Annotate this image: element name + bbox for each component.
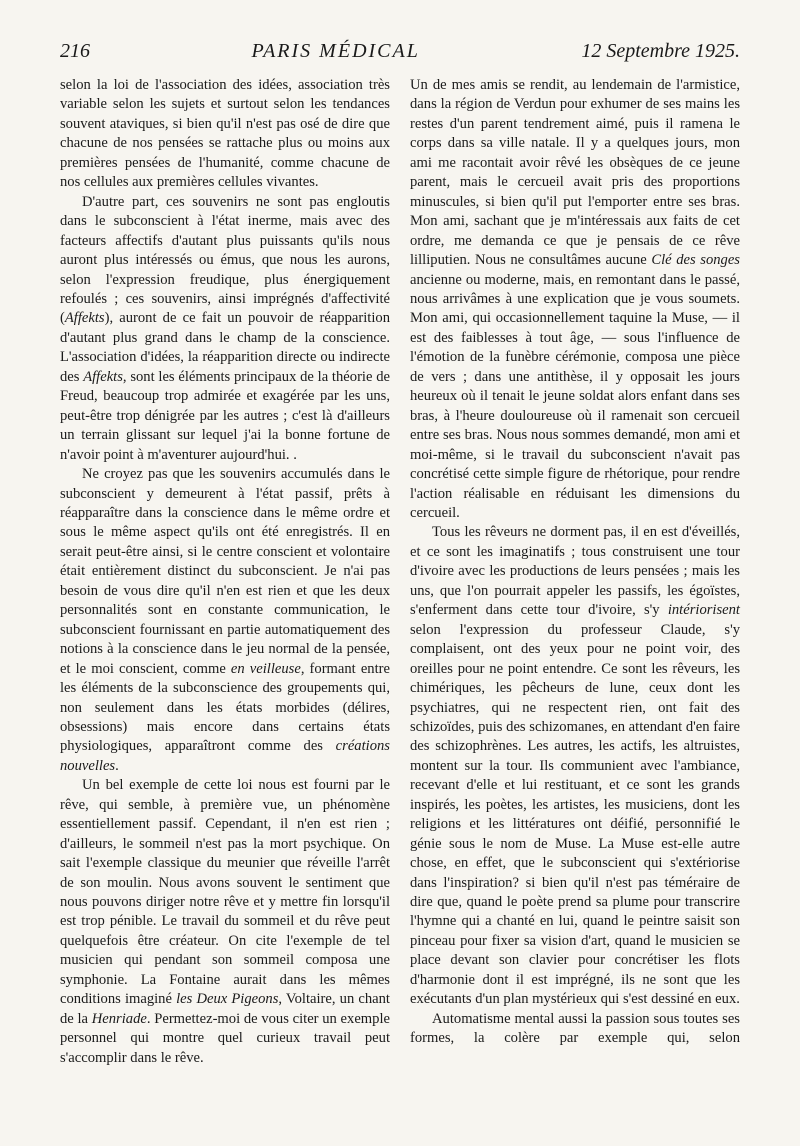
text-columns [60,76,740,1068]
journal-title: PARIS MÉDICAL [251,40,420,62]
paragraph: Ne croyez pas que les souvenirs accumulés dans le subconscient y demeurent à l'état passif, prêts à réapparaître dans la conscience dans le même ordre et sous le même aspect qu'ils ont été enregistrés. Il en serait peut-être ainsi, si le centre conscient et volontaire était entièrement distinct du subconscient. Je n'ai pas besoin de vous dire qu'il n'en est rien et que les deux personnalités sont en constante communication, le subconscient fournissant en partie automatiquement des notions à la conscience dans le jeu normal de la pensée, et le moi conscient, comme en veilleuse, formant entre les éléments de la subconscience des groupements qui, non seulement dans les états morbides (délires, obsessions) mais encore dans certains états physiologiques, apparaîtront comme des créations nouvelles. [60,466,390,774]
paragraph: D'autre part, ces souvenirs ne sont pas engloutis dans le subconscient à l'état inerme, mais avec des facteurs affectifs d'autant plus puissants qu'ils nous auront plus intéressés ou émus, que nous les aurons, selon l'expression freudique, plus énergiquement refoulés ; ces souvenirs, ainsi imprégnés d'affectivité (Affekts), auront de ce fait un pouvoir de réapparition d'autant plus grand dans le champ de la conscience. L'association d'idées, la réapparition directe ou indirecte des Affekts, sont les éléments principaux de la théorie de Freud, beaucoup trop admirée et exagérée par les uns, peut-être trop dénigrée par les autres ; c'est là d'ailleurs un terrain glissant sur lequel j'ai la bonne fortune de n'avoir point à m'aventurer aujourd'hui. . [60,193,390,463]
page-number: 216 [60,40,90,62]
paragraph: Tous les rêveurs ne dorment pas, il en est d'éveillés, et ce sont les imaginatifs ; tous construisent une tour d'ivoire avec les productions de leurs pensées ; mais les uns, que l'on pourrait appeler les passifs, les égoïstes, s'enferment dans cette tour d'ivoire, s'y intériorisent selon l'expression du professeur Claude, s'y complaisent, ont des yeux pour ne point voir, des oreilles pour ne point entendre. Ce sont les rêveurs, les chimériques, les pêcheurs de lune, ceux dont les psychiatres, qui ne respectent rien, ont fait des schizoïdes, puis des schizomanes, en attendant d'en faire des schizophrènes. Les autres, les actifs, les altruistes, montent sur la tour. Ils communient avec l'ambiance, recevant d'elle et lui restituant, et ce sont les grands inspirés, les poètes, les artistes, les musiciens, dont les religions et les littératures ont déifié, personnifié le génie sous le nom de Muse. La Muse est-elle autre chose, en effet, que le subconscient qui s'extériorise dans l'inspiration? si bien qu'il n'est pas téméraire de dire que, quand le poète prend sa plume pour transcrire l'hymne qui a chanté en lui, quand le peintre saisit son pinceau pour fixer sa vision d'art, quand le musicien se place devant son clavier pour concrétiser les flots d'harmonie dont il est imprégné, ils ne sont que les exécutants d'un plan mystérieux qui s'est dessiné en eux. [410,524,740,1008]
paragraph: Un bel exemple de cette loi nous est fourni par le rêve, qui semble, à première vue, un phénomène essentiellement passif. Cependant, il n'en est rien ; d'ailleurs, le sommeil n'est pas la mort psychique. On sait l'exemple classique du meunier que réveille l'arrêt de son moulin. Nous avons souvent le sentiment que nous pouvons diriger notre rêve et y mettre fin lorsqu'il est trop pénible. Le travail du sommeil et du rêve peut quelquefois être créateur. On cite l'exemple de tel musicien qui pendant son sommeil composa une symphonie. La Fontaine aurait dans les mêmes conditions imaginé les Deux Pigeons, Voltaire, un chant de la Henriade. Permettez-moi de vous citer un exemple personnel qui montre quel curieux travail peut s'accomplir dans le rêve. [60,777,390,1066]
paragraph: Un de mes amis se rendit, au lendemain de l'armistice, dans la région de Verdun pour exhumer de ses mains les restes d'un parent tendrement aimé, puis il ramena le corps dans sa ville natale. Il y a quelques jours, mon ami me racontait avoir rêvé les obsèques de ce jeune parent, mais le cercueil avait pris des proportions minuscules, si bien qu'il put l'emporter entre ses bras. Mon ami, sachant que je m'intéressais aux faits de cet ordre, me demanda ce que je pensais de ce rêve lilliputien. Nous ne consultâmes aucune Clé des songes ancienne ou moderne, mais, en remontant dans le passé, nous arrivâmes à une explication que je vous soumets. Mon ami, qui occasionnellement taquine la Muse, — il est des faiblesses à tout âge, — sous l'influence de l'émotion de la funèbre cérémonie, composa une pièce de vers ; dans une antithèse, il y opposait les jours heureux où il tenait le jeune soldat alors enfant dans ses bras, à l'heure douloureuse où il ramenait son cercueil entre ses bras. Nous nous sommes demandé, mon ami et moi-même, si le travail du subconscient n'avait pas concrétisé cette simple figure de rhétorique, pour rendre l'action réalisable en réduisant les dimensions du cercueil. [410,77,740,521]
paragraph: Automatisme mental aussi la passion sous toutes ses formes, la colère par exemple qui, selon [410,1010,740,1047]
issue-date: 12 Septembre 1925. [581,40,740,62]
right-column [410,76,740,1068]
running-header [60,40,740,66]
paragraph: selon la loi de l'association des idées, association très variable selon les sujets et surtout selon les tendances souvent ataviques, si bien qu'il n'est pas osé de dire que chacune de nos pensées se rattache plus ou moins aux premières pensées de l'humanité, comme chacune de nos cellules aux premières cellules vivantes. [60,77,390,191]
left-column [60,76,390,1068]
